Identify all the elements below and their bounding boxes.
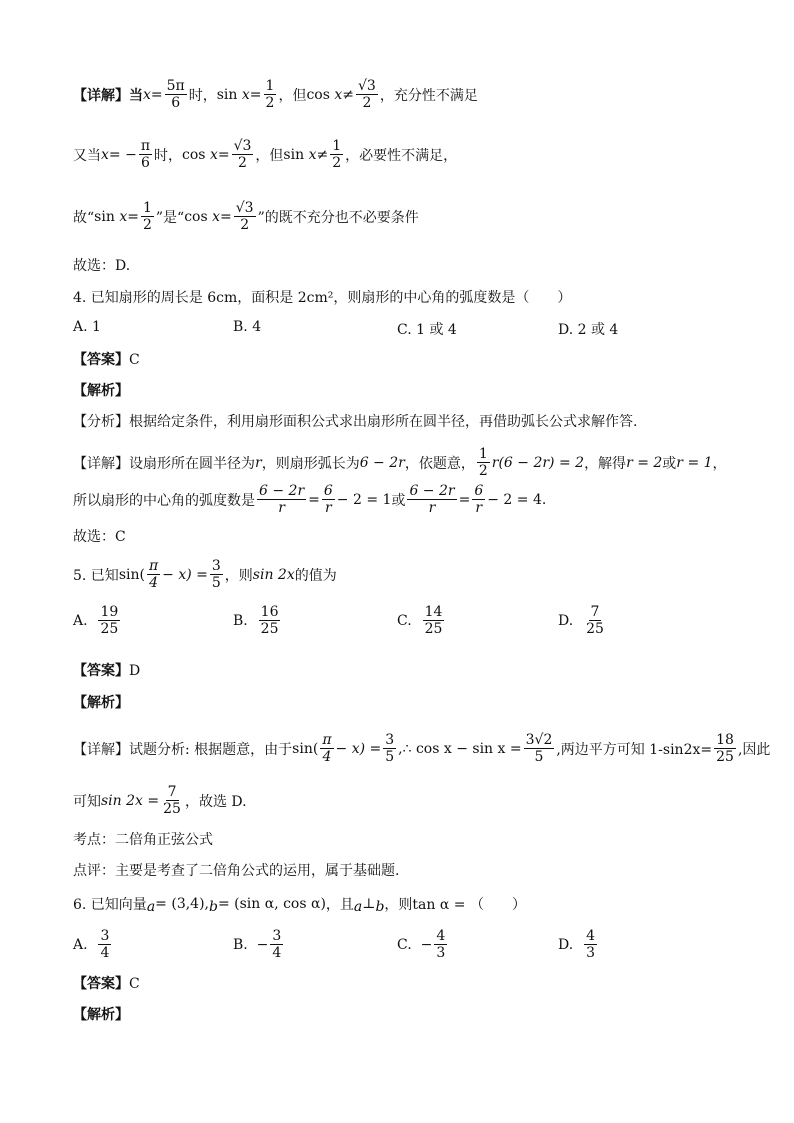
fraction: $\frac{\pi}{4}$ (322, 732, 332, 766)
fraction: $\frac{√3}{2}$ (358, 78, 376, 112)
q4-option-a: A. 1 (73, 319, 101, 335)
fraction: $\frac{1}{2}$ (142, 200, 152, 234)
fraction: $\frac{16}{25}$ (260, 604, 279, 638)
q5-option-d: D. $\frac{7}{25}$ (558, 604, 604, 638)
q5-answer: 【答案】D (73, 663, 141, 679)
q5-option-b: B. $\frac{16}{25}$ (233, 604, 279, 638)
q6-option-c: C. − $\frac{4}{3}$ (397, 928, 446, 962)
fraction: $\frac{6}{r}$ (474, 483, 484, 517)
q5-dianping: 点评：主要是考查了二倍角公式的运用，属于基础题. (73, 863, 400, 879)
q3-detail-line-2: 又当 x = − $\frac{\pi}{6}$ 时， cos x = $\frac{√3}{2}$ ，但 sin x ≠ $\frac{1}{2}$ ，必要性不满足， (73, 138, 458, 172)
q5-option-a: A. $\frac{19}{25}$ (73, 604, 119, 638)
fraction: $\frac{\pi}{6}$ (140, 138, 151, 172)
q6-answer: 【答案】C (73, 976, 140, 992)
fraction: $\frac{6 - 2r}{r}$ (259, 483, 305, 517)
q5-option-c: C. $\frac{14}{25}$ (397, 604, 443, 638)
detail-label: 【详解】当 (73, 87, 143, 104)
fraction: $\frac{√3}{2}$ (235, 200, 254, 234)
q4-option-c: C. 1 或 4 (397, 322, 457, 338)
fraction: $\frac{7}{25}$ (163, 784, 181, 818)
fraction: $\frac{1}{2}$ (332, 138, 342, 172)
fraction: $\frac{3√2}{5}$ (525, 732, 553, 766)
q4-final: 故选：C (73, 529, 126, 545)
fraction: $\frac{14}{25}$ (424, 604, 443, 638)
q3-detail-line-1: 【详解】当 x = $\frac{5\pi}{6}$ 时， sin x = $\frac{1}{2}$ ，但 cos x ≠ $\frac{√3}{2}$ ，充分性不满足 (73, 78, 478, 112)
q4-analysis-label: 【解析】 (73, 383, 129, 399)
q4-stem: 4. 已知扇形的周长是 6cm，面积是 2cm²，则扇形的中心角的弧度数是（ ） (73, 290, 572, 306)
fraction: $\frac{18}{25}$ (716, 732, 734, 766)
q3-final-answer: 故选：D. (73, 258, 131, 274)
q6-analysis-label: 【解析】 (73, 1007, 129, 1023)
q6-option-d: D. $\frac{4}{3}$ (558, 928, 596, 962)
fraction: $\frac{6}{r}$ (323, 483, 333, 517)
fraction: $\frac{1}{2}$ (478, 446, 488, 480)
q4-option-d: D. 2 或 4 (558, 322, 619, 338)
q5-kaodian: 考点：二倍角正弦公式 (73, 832, 213, 848)
q5-stem: 5. 已知 sin( $\frac{\pi}{4}$ − x) = $\frac{3}{5}$ ，则 sin 2x 的值为 (73, 558, 337, 592)
q4-fenxi: 【分析】根据给定条件，利用扇形面积公式求出扇形所在圆半径，再借助弧长公式求解作答. (73, 414, 638, 430)
fraction: $\frac{3}{5}$ (211, 558, 221, 592)
vector-a: a (146, 899, 156, 915)
fraction: $\frac{6 - 2r}{r}$ (409, 483, 455, 517)
fraction: $\frac{7}{25}$ (586, 604, 604, 638)
q4-answer: 【答案】C (73, 352, 140, 368)
q3-detail-line-3: 故“ sin x = $\frac{1}{2}$ ”是“ cos x = $\frac{√3}{2}$ ”的既不充分也不必要条件 (73, 200, 419, 234)
q6-option-a: A. $\frac{3}{4}$ (73, 928, 110, 962)
fraction: $\frac{\pi}{4}$ (148, 558, 159, 592)
q5-detail-line-1: 【详解】试题分析: 根据题意，由于 sin( $\frac{\pi}{4}$ − x) = $\frac{3}{5}$ ,∴ cos x − sin x = $\frac{3√2}{5}$ ,两边平方可知 1-sin2x= $\frac{18}{25}$ ,因此 (73, 732, 771, 766)
fraction: $\frac{3}{4}$ (272, 928, 282, 962)
q4-option-b: B. 4 (233, 319, 262, 335)
q6-option-b: B. − $\frac{3}{4}$ (233, 928, 282, 962)
q5-detail-line-2: 可知 sin 2x = $\frac{7}{25}$ ，故选 D. (73, 784, 247, 818)
q5-analysis-label: 【解析】 (73, 695, 129, 711)
vector-b: b (209, 899, 218, 915)
fraction: $\frac{19}{25}$ (100, 604, 119, 638)
fraction: $\frac{4}{3}$ (436, 928, 446, 962)
fraction: $\frac{3}{5}$ (385, 732, 395, 766)
q4-detail-line-1: 【详解】设扇形所在圆半径为 r ，则扇形弧长为 6 − 2r ，依题意， $\frac{1}{2}$ r(6 − 2r) = 2 ，解得 r = 2 或 r = 1 ， (73, 446, 727, 480)
fraction: $\frac{3}{4}$ (100, 928, 110, 962)
fraction: $\frac{√3}{2}$ (233, 138, 252, 172)
q4-detail-line-2: 所以扇形的中心角的弧度数是 $\frac{6 - 2r}{r}$ = $\frac{6}{r}$ − 2 = 1 或 $\frac{6 - 2r}{r}$ = $\frac{6}{r}$ − 2 = 4 . (73, 483, 547, 517)
q6-stem: 6. 已知向量 a = (3,4), b = (sin α, cos α) ，且 a ⊥ b ，则 tan α = （ ） (73, 896, 526, 915)
fraction: $\frac{4}{3}$ (586, 928, 596, 962)
fraction: $\frac{5\pi}{6}$ (166, 78, 185, 112)
fraction: $\frac{1}{2}$ (265, 78, 275, 112)
